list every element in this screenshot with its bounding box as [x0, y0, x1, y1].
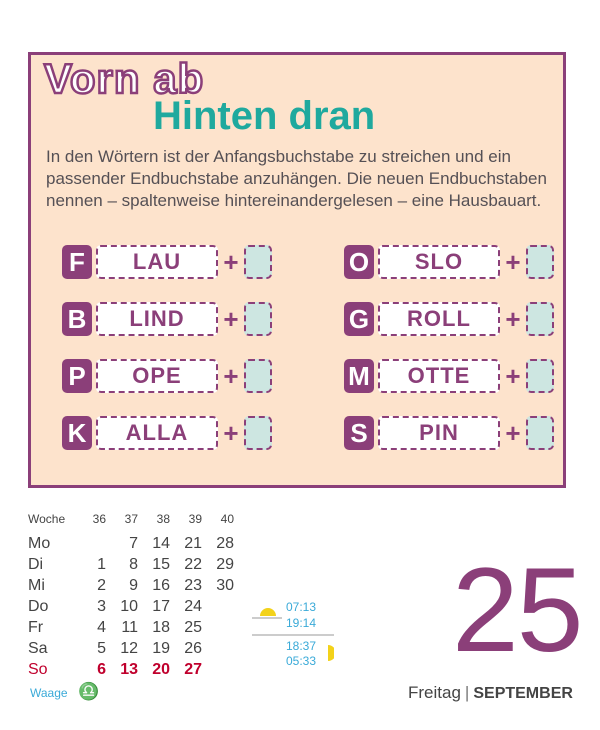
word-box: ALLA	[96, 416, 218, 450]
start-letter-tile: M	[344, 359, 374, 393]
calendar-day: 13	[120, 661, 138, 678]
calendar-day: 19	[152, 640, 170, 657]
puzzle-row	[62, 301, 272, 337]
start-letter-tile: S	[344, 416, 374, 450]
start-letter-tile: K	[62, 416, 92, 450]
answer-slot[interactable]	[526, 245, 554, 279]
calendar-day: 14	[152, 535, 170, 552]
plus-sign: +	[223, 360, 239, 391]
week-label: Woche	[28, 512, 66, 526]
calendar-day: 15	[152, 556, 170, 573]
calendar-day: 23	[184, 577, 202, 594]
weekday-label: Fr	[28, 619, 44, 636]
moon-icon	[328, 645, 334, 661]
moonset-time: 05:33	[286, 654, 317, 668]
calendar-day: 11	[121, 619, 138, 636]
libra-icon: ♎	[78, 682, 100, 701]
calendar-day: 20	[152, 661, 170, 678]
start-letter-tile: P	[62, 359, 92, 393]
puzzle-title-bottom: Hinten dran	[153, 94, 376, 138]
puzzle-row	[62, 244, 272, 280]
plus-sign: +	[505, 246, 521, 277]
calendar-day: 2	[97, 577, 106, 594]
week-number: 39	[188, 512, 202, 526]
moonrise-time: 18:37	[286, 639, 317, 653]
calendar-day: 28	[216, 535, 234, 552]
puzzle-row	[344, 358, 554, 394]
week-number: 40	[220, 512, 234, 526]
plus-sign: +	[505, 360, 521, 391]
start-letter-tile: G	[344, 302, 374, 336]
plus-sign: +	[505, 303, 521, 334]
month-name: SEPTEMBER	[473, 685, 573, 702]
puzzle-row	[62, 415, 272, 451]
sunset-time: 19:14	[286, 616, 317, 630]
day-line	[408, 683, 573, 703]
word-box: OTTE	[378, 359, 500, 393]
weekday-label: Sa	[28, 640, 48, 657]
answer-slot[interactable]	[244, 302, 272, 336]
week-number: 38	[156, 512, 170, 526]
plus-sign: +	[223, 303, 239, 334]
sun-moon-times	[252, 598, 334, 670]
word-box: SLO	[378, 245, 500, 279]
word-box: PIN	[378, 416, 500, 450]
sun-icon	[260, 608, 276, 616]
date-separator: |	[464, 683, 470, 702]
weekday-label: Di	[28, 556, 44, 573]
weekday: Freitag	[408, 683, 461, 702]
calendar-day: 10	[120, 598, 138, 615]
calendar-day: 3	[97, 598, 106, 615]
calendar-day: 25	[184, 619, 202, 636]
answer-slot[interactable]	[526, 416, 554, 450]
calendar-day: 7	[129, 535, 138, 552]
puzzle-instructions: In den Wörtern ist der Anfangsbuchstabe zu streichen und ein passender Endbuchstabe anzuhängen. Die neuen Endbuchstaben nennen – spaltenweise hintereinandergelesen – eine Hausbauart.	[46, 147, 547, 210]
calendar-day: 18	[152, 619, 170, 636]
calendar-day: 24	[184, 598, 202, 615]
answer-slot[interactable]	[526, 359, 554, 393]
weekday-label: Mo	[28, 535, 51, 552]
calendar-day: 8	[129, 556, 138, 573]
plus-sign: +	[223, 417, 239, 448]
calendar-day: 21	[184, 535, 202, 552]
word-box: LIND	[96, 302, 218, 336]
calendar-day: 12	[120, 640, 138, 657]
calendar-day: 27	[184, 661, 202, 678]
calendar-day: 17	[152, 598, 170, 615]
puzzle-row	[344, 415, 554, 451]
answer-slot[interactable]	[244, 416, 272, 450]
calendar-day: 29	[216, 556, 234, 573]
calendar-day: 16	[152, 577, 170, 594]
sunrise-time: 07:13	[286, 600, 317, 614]
calendar-day: 6	[97, 661, 106, 678]
answer-slot[interactable]	[244, 245, 272, 279]
word-box: ROLL	[378, 302, 500, 336]
calendar-day: 26	[184, 640, 202, 657]
puzzle-row	[344, 301, 554, 337]
week-number: 36	[92, 512, 106, 526]
puzzle-row	[344, 244, 554, 280]
start-letter-tile: O	[344, 245, 374, 279]
puzzle-title-top: Vorn ab	[44, 55, 205, 102]
calendar-day: 4	[97, 619, 106, 636]
start-letter-tile: F	[62, 245, 92, 279]
zodiac-label: Waage	[30, 686, 68, 700]
calendar-day: 22	[184, 556, 202, 573]
weekday-label: So	[28, 661, 48, 678]
plus-sign: +	[505, 417, 521, 448]
weekday-label: Do	[28, 598, 49, 615]
calendar-day: 9	[129, 577, 138, 594]
weekday-label: Mi	[28, 577, 45, 594]
calendar-day: 5	[97, 640, 106, 657]
plus-sign: +	[223, 246, 239, 277]
start-letter-tile: B	[62, 302, 92, 336]
calendar-day: 30	[216, 577, 234, 594]
word-box: OPE	[96, 359, 218, 393]
answer-slot[interactable]	[526, 302, 554, 336]
puzzle-row	[62, 358, 272, 394]
answer-slot[interactable]	[244, 359, 272, 393]
day-number: 25	[452, 543, 582, 677]
word-box: LAU	[96, 245, 218, 279]
week-number: 37	[124, 512, 138, 526]
calendar-day: 1	[97, 556, 106, 573]
